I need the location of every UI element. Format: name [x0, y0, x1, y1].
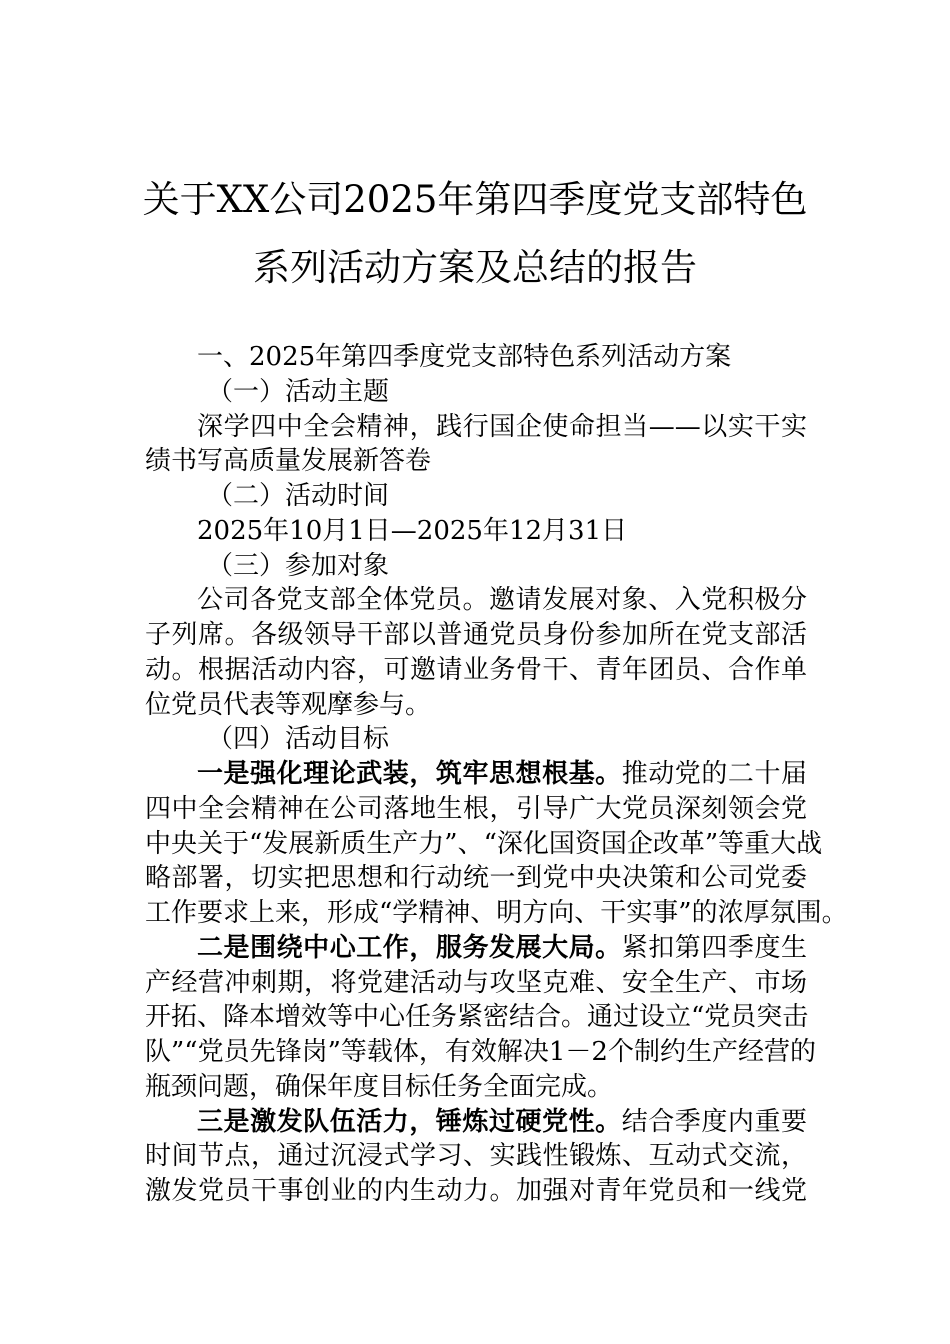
goal-3-line: 激发党员干事创业的内生动力。加强对青年党员和一线党 [145, 1176, 807, 1206]
goal-2-line: 队”“党员先锋岗”等载体，有效解决1－2个制约生产经营的 [145, 1037, 816, 1067]
goal-3-line: 时间节点，通过沉浸式学习、实践性锻炼、互动式交流， [145, 1141, 807, 1172]
document-title-line-2: 系列活动方案及总结的报告 [253, 246, 697, 289]
participants-line: 动。根据活动内容，可邀请业务骨干、青年团员、合作单 [145, 654, 807, 685]
goal-3-lead: 三是激发队伍活力，锤炼过硬党性。 [197, 1106, 622, 1137]
goal-2-lead: 二是围绕中心工作，服务发展大局。 [197, 932, 622, 963]
goal-1-line: 略部署，切实把思想和行动统一到党中央决策和公司党委 [145, 863, 807, 894]
participants-line: 位党员代表等观摩参与。 [145, 689, 432, 720]
subheading-time: （二）活动时间 [207, 481, 390, 511]
goal-3-text: 结合季度内重要 [621, 1106, 807, 1137]
goal-3-line [145, 1105, 807, 1140]
time-text: 2025年10月1日—2025年12月31日 [197, 515, 628, 546]
goal-2-line: 瓶颈问题，确保年度目标任务全面完成。 [145, 1071, 614, 1102]
goal-1-lead: 一是强化理论武装，筑牢思想根基。 [197, 759, 622, 789]
subheading-participants: （三）参加对象 [207, 550, 390, 581]
goal-1-line: 中央关于“发展新质生产力”、“深化国资国企改革”等重大战 [145, 828, 823, 859]
document-title-line-1: 关于XX公司2025年第四季度党支部特色 [142, 178, 808, 221]
goal-2-line: 产经营冲刺期，将党建活动与攻坚克难、安全生产、市场 [145, 967, 807, 998]
participants-line: 公司各党支部全体党员。邀请发展对象、入党积极分 [197, 585, 807, 616]
participants-line: 子列席。各级领导干部以普通党员身份参加所在党支部活 [145, 620, 807, 650]
goal-1-line [145, 757, 807, 792]
goal-1-line: 工作要求上来，形成“学精神、明方向、干实事”的浓厚氛围。 [145, 898, 848, 928]
subheading-goals: （四）活动目标 [207, 724, 390, 755]
theme-line: 深学四中全会精神，践行国企使命担当——以实干实 [197, 411, 807, 442]
section-heading: 一、2025年第四季度党支部特色系列活动方案 [197, 342, 732, 372]
goal-2-line: 开拓、降本增效等中心任务紧密结合。通过设立“党员突击 [145, 1002, 809, 1033]
goal-1-line: 四中全会精神在公司落地生根，引导广大党员深刻领会党 [145, 793, 807, 824]
goal-2-line [145, 931, 807, 966]
document-body [145, 340, 848, 1209]
subheading-theme: （一）活动主题 [207, 376, 390, 407]
goal-1-text: 推动党的二十届 [621, 759, 807, 789]
goal-2-text: 紧扣第四季度生 [621, 932, 807, 963]
theme-line: 绩书写高质量发展新答卷 [145, 446, 432, 477]
